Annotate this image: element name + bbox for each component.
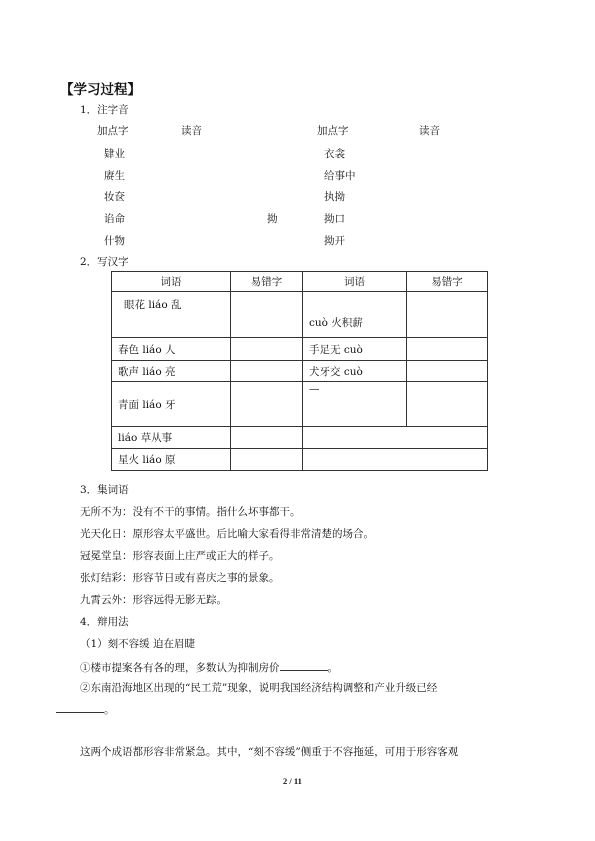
cell-right-word: 犬牙交 cuò: [303, 361, 407, 382]
middle-char: 拗: [267, 213, 278, 225]
table-header-row: [112, 272, 488, 292]
answer-blank[interactable]: [56, 701, 104, 713]
question-1-end: 。: [327, 662, 338, 674]
cell-answer[interactable]: [231, 338, 303, 361]
right-word-5: 拗开: [324, 235, 345, 247]
cell-answer[interactable]: [407, 382, 488, 427]
cell-right-word: —: [303, 382, 407, 427]
table-row: [112, 361, 488, 382]
cell-answer[interactable]: [407, 361, 488, 382]
cell-right-word: cuò 火积薪: [303, 292, 407, 338]
right-word-1: 衣衾: [324, 148, 345, 160]
cell-answer[interactable]: [231, 427, 303, 449]
explanation-text: 这两个成语都形容非常紧急。其中，“刻不容缓”侧重于不容拖延，可用于形容客观: [80, 746, 459, 758]
idiom-line-2: 光天化日：原形容太平盛世。后比喻大家看得非常清楚的场合。: [80, 528, 374, 540]
subsection-title: （1）刻不容缓 迫在眉睫: [80, 638, 196, 650]
table-row: [112, 292, 488, 338]
question-2-cont: [56, 701, 115, 717]
page-number: 2 / 11: [283, 776, 302, 786]
section-heading: 【学习过程】: [60, 82, 141, 98]
table-row: [112, 338, 488, 361]
cell-answer[interactable]: [407, 292, 488, 338]
right-word-2: 给事中: [324, 170, 356, 182]
cell-left-word: liáo 草从事: [112, 427, 231, 449]
right-word-4: 拗口: [324, 213, 345, 225]
left-word-4: 谄命: [104, 213, 125, 225]
cell-left-word: 春色 liáo 人: [112, 338, 231, 361]
header-error-2: 易错字: [407, 272, 488, 292]
cell-answer[interactable]: [407, 338, 488, 361]
cell-empty: [303, 449, 488, 471]
table-row: [112, 427, 488, 449]
cell-answer[interactable]: [231, 292, 303, 338]
left-word-1: 肄业: [104, 148, 125, 160]
cell-answer[interactable]: [231, 361, 303, 382]
idiom-line-3: 冠冕堂皇：形容表面上庄严或正大的样子。: [80, 550, 280, 562]
left-word-3: 妆奁: [104, 191, 125, 203]
col-header-reading-1: 读音: [181, 125, 202, 137]
header-word-2: 词语: [303, 272, 407, 292]
cell-answer[interactable]: [231, 382, 303, 427]
question-1: [80, 659, 338, 675]
cell-answer[interactable]: [231, 449, 303, 471]
cell-left-word: 青面 liáo 牙: [112, 382, 231, 427]
section-4-title: 4．辩用法: [80, 616, 129, 628]
col-header-char-1: 加点字: [97, 125, 129, 137]
table-row: [112, 449, 488, 471]
header-word-1: 词语: [112, 272, 231, 292]
col-header-char-2: 加点字: [317, 125, 349, 137]
section-3-title: 3．集词语: [80, 484, 129, 496]
cell-left-word: 星火 liáo 原: [112, 449, 231, 471]
answer-blank[interactable]: [280, 659, 328, 671]
right-word-3: 执拗: [324, 191, 345, 203]
question-2-end: 。: [104, 704, 115, 716]
question-2: ②东南沿海地区出现的“民工荒”现象，说明我国经济结构调整和产业升级已经: [80, 682, 438, 694]
question-1-text: ①楼市提案各有各的理，多数认为抑制房价: [80, 662, 280, 674]
left-word-2: 赓生: [104, 170, 125, 182]
cell-left-word: 眼花 liáo 乱: [112, 292, 231, 338]
section-2-title: 2．写汉字: [80, 256, 129, 268]
idiom-line-5: 九霄云外：形容远得无影无踪。: [80, 594, 227, 606]
col-header-reading-2: 读音: [419, 125, 440, 137]
header-error-1: 易错字: [231, 272, 303, 292]
table-row: [112, 382, 488, 427]
section-1-title: 1．注字音: [80, 104, 129, 116]
idiom-line-4: 张灯结彩：形容节日或有喜庆之事的景象。: [80, 572, 280, 584]
cell-left-word: 歌声 liáo 亮: [112, 361, 231, 382]
cell-empty: [303, 427, 488, 449]
idiom-line-1: 无所不为：没有不干的事情。指什么坏事都干。: [80, 506, 301, 518]
left-word-5: 什物: [104, 235, 125, 247]
word-table: [111, 271, 488, 471]
cell-right-word: 手足无 cuò: [303, 338, 407, 361]
